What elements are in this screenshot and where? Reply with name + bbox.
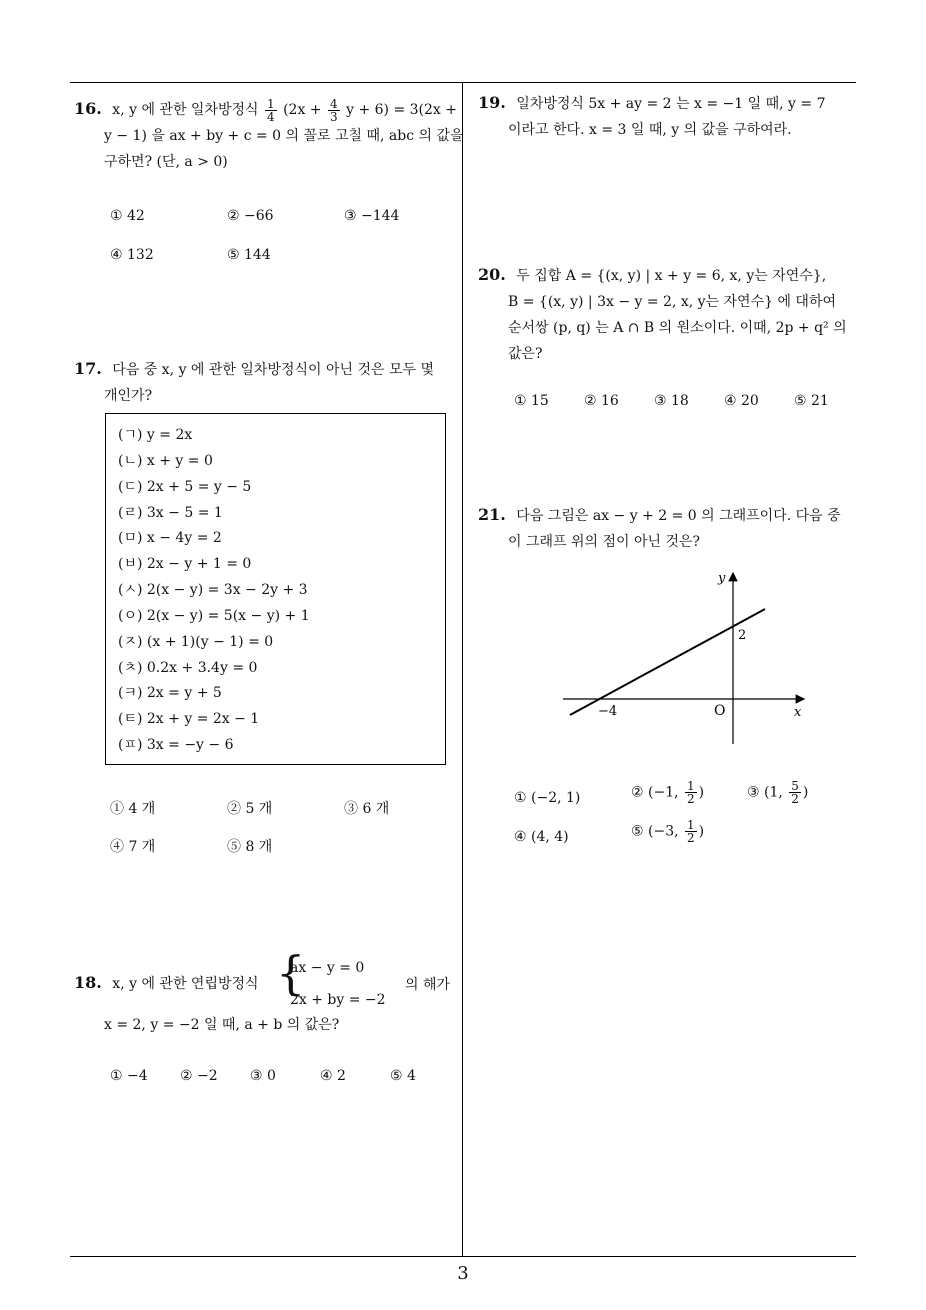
question-21	[478, 502, 862, 555]
fraction: $\frac{4}{3}$	[330, 96, 338, 124]
question-number: 16.	[74, 99, 102, 118]
column-divider	[462, 82, 463, 1256]
question-text: 일차방정식 5x + ay = 2 는 x = −1 일 때, y = 7	[516, 96, 826, 112]
y-axis-label: y	[718, 571, 726, 586]
question-text: 다음 그림은 ax − y + 2 = 0 의 그래프이다. 다음 중	[516, 508, 841, 524]
choice[interactable]: ⑤ 144	[227, 247, 271, 263]
question-text: 구하면? (단, a > 0)	[104, 154, 228, 170]
bottom-rule	[70, 1256, 856, 1257]
system-brace: {	[276, 946, 306, 1000]
equation-item: (ㅅ) 2(x − y) = 3x − 2y + 3	[118, 582, 308, 598]
equation-item: (ㅇ) 2(x − y) = 5(x − y) + 1	[118, 608, 310, 624]
choice[interactable]: ③ 18	[654, 393, 689, 409]
question-number: 20.	[478, 265, 506, 284]
question-17	[74, 356, 458, 409]
choice[interactable]: ① −4	[110, 1068, 148, 1084]
equation-item: (ㅍ) 3x = −y − 6	[118, 737, 234, 753]
question-text: (2x +	[283, 102, 322, 118]
question-text: 이라고 한다. x = 3 일 때, y 의 값을 구하여라.	[508, 122, 792, 138]
choice[interactable]: ② −2	[180, 1068, 218, 1084]
equation-item: (ㅋ) 2x = y + 5	[118, 685, 222, 701]
question-text-18b	[104, 1012, 339, 1038]
choice[interactable]: ④ 20	[724, 393, 759, 409]
question-text: 개인가?	[104, 388, 153, 404]
system-equation-2: 2x + by = −2	[290, 992, 386, 1008]
question-text: x, y 에 관한 일차방정식	[112, 102, 259, 118]
question-text: y − 1) 을 ax + by + c = 0 의 꼴로 고칠 때, abc 의 값을	[104, 128, 464, 144]
equation-item: (ㄱ) y = 2x	[118, 427, 193, 443]
choice[interactable]: ③ 0	[250, 1068, 276, 1084]
question-16	[74, 96, 464, 175]
equation-item: (ㄷ) 2x + 5 = y − 5	[118, 479, 252, 495]
system-equation-1: ax − y = 0	[290, 960, 365, 976]
choice[interactable]: ③ 6 개	[344, 801, 390, 817]
equation-item: (ㅊ) 0.2x + 3.4y = 0	[118, 660, 258, 676]
x-axis-label: x	[794, 705, 802, 720]
question-text: 순서쌍 (p, q) 는 A ∩ B 의 원소이다. 이때, 2p + q² 의	[508, 320, 847, 336]
question-number: 17.	[74, 359, 102, 378]
question-text: 값은?	[508, 346, 543, 362]
equation-item: (ㅌ) 2x + y = 2x − 1	[118, 711, 260, 727]
question-text: y + 6) = 3(2x +	[346, 102, 457, 118]
origin-label: O	[714, 703, 726, 719]
choice[interactable]: ⑤ 21	[794, 393, 829, 409]
question-number: 21.	[478, 505, 506, 524]
choice[interactable]: ④ 132	[110, 247, 154, 263]
linear-graph	[560, 568, 810, 750]
choice[interactable]: ⑤ 4	[390, 1068, 416, 1084]
question-18	[74, 970, 458, 997]
choice[interactable]: ① 4 개	[110, 801, 156, 817]
choice[interactable]: ⑤ 8 개	[227, 839, 273, 855]
question-19	[478, 90, 862, 143]
equation-item: (ㄴ) x + y = 0	[118, 453, 213, 469]
choice[interactable]: ⑤ (−3, $\frac{1}{2}$ )	[631, 818, 705, 845]
choice[interactable]: ② 5 개	[227, 801, 273, 817]
question-number: 19.	[478, 93, 506, 112]
question-text: B = {(x, y) | 3x − y = 2, x, y는 자연수} 에 대하여	[508, 294, 837, 310]
x-intercept-label: −4	[598, 704, 618, 719]
question-text: 의 해가	[405, 977, 451, 993]
equation-item: (ㅈ) (x + 1)(y − 1) = 0	[118, 634, 274, 650]
question-20	[478, 262, 862, 367]
question-text: 다음 중 x, y 에 관한 일차방정식이 아닌 것은 모두 몇	[112, 362, 435, 378]
question-number: 18.	[74, 973, 102, 992]
choice[interactable]: ③ −144	[344, 208, 400, 224]
choice[interactable]: ② −66	[227, 208, 274, 224]
choice[interactable]: ② 16	[584, 393, 619, 409]
choice[interactable]: ① (−2, 1)	[514, 790, 581, 806]
question-text: 이 그래프 위의 점이 아닌 것은?	[508, 534, 701, 550]
fraction: $\frac{1}{4}$	[267, 96, 275, 124]
equation-item: (ㅁ) x − 4y = 2	[118, 530, 222, 546]
choice[interactable]: ④ 7 개	[110, 839, 156, 855]
choice[interactable]: ② (−1, $\frac{1}{2}$ )	[631, 779, 705, 806]
top-rule	[70, 82, 856, 83]
question-text: x, y 에 관한 연립방정식	[112, 976, 259, 992]
choice[interactable]: ① 42	[110, 208, 145, 224]
choice[interactable]: ④ 2	[320, 1068, 346, 1084]
equation-item: (ㅂ) 2x − y + 1 = 0	[118, 556, 252, 572]
question-text: 두 집합 A = {(x, y) | x + y = 6, x, y는 자연수},	[516, 268, 827, 284]
choice[interactable]: ④ (4, 4)	[514, 829, 569, 845]
choice[interactable]: ① 15	[514, 393, 549, 409]
choice[interactable]: ③ (1, $\frac{5}{2}$ )	[747, 779, 809, 806]
y-intercept-label: 2	[738, 628, 747, 643]
equation-box	[105, 413, 446, 765]
equation-item: (ㄹ) 3x − 5 = 1	[118, 505, 223, 521]
question-text: x = 2, y = −2 일 때, a + b 의 값은?	[104, 1017, 340, 1033]
page-number: 3	[457, 1263, 469, 1284]
